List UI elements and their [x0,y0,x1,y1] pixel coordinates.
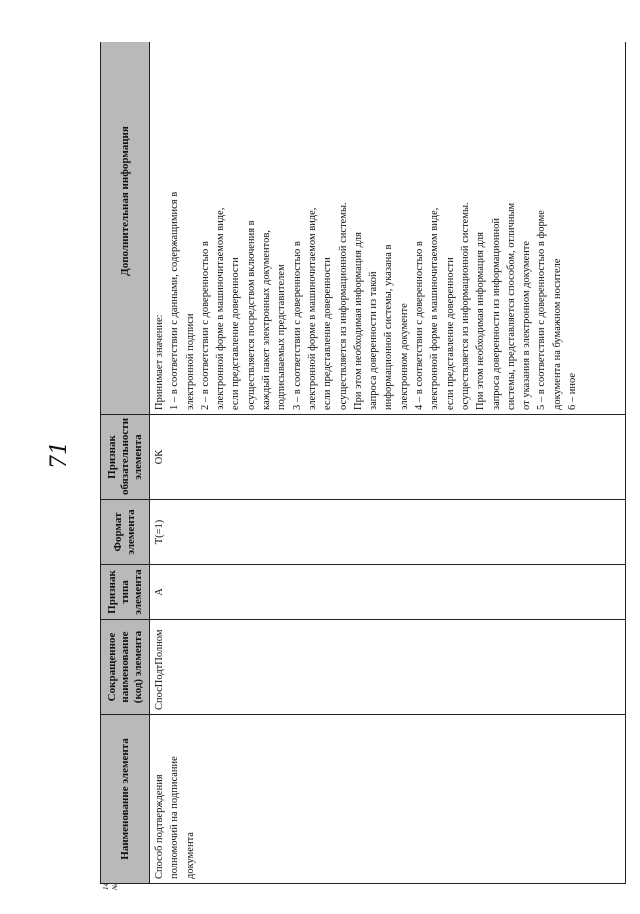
info-line: 2 – в соответствии с доверенностью в [199,241,211,410]
info-line: осуществляется посредством включения в [245,220,257,410]
table-viewport [100,42,626,884]
info-line: электронном документе [398,303,410,410]
header-element-name: Наименование элемента [101,715,150,884]
info-line: осуществляется из информационной системы. [459,202,471,410]
info-line: 4 – в соответствии с доверенностью в [414,241,426,410]
info-line: При этом необходимая информация для [475,232,487,410]
info-line: если представление доверенности [230,257,242,410]
table-row [150,42,626,884]
info-line: подписываемых представителем [276,264,288,410]
info-line: системы, представляется способом, отличным [505,202,517,410]
info-line: осуществляется из информационной системы. [337,202,349,410]
info-line: информационной системы, указана в [383,244,395,410]
info-line: Принимает значение: [154,314,165,410]
cell-element-required: ОК [150,415,626,500]
header-element-required: Признак обязательности элемента [101,415,150,500]
info-line: 1 – в соответствии с данными, содержащимися в [169,191,181,410]
info-line: электронной подписи [184,313,196,410]
info-line: 6 – иное [567,372,579,410]
cell-additional-info [150,42,626,415]
info-line: если представление доверенности [444,257,456,410]
info-line: электронной форме в машиночитаемом виде, [306,207,318,410]
rotated-page [100,42,626,884]
info-line: каждый пакет электронных документов, [261,230,273,410]
info-line: от указания в электронном документе [521,240,533,410]
info-line: запроса доверенности из такой [368,271,380,410]
info-line: электронной форме в машиночитаемом виде, [429,207,441,410]
info-line: 5 – в соответствии с доверенностью в форме [536,210,548,410]
header-additional-info: Дополнительная информация [101,42,150,415]
info-line: документа на бумажном носителе [551,258,563,410]
info-line: электронной форме в машиночитаемом виде, [215,207,227,410]
header-element-type: Признак типа элемента [101,565,150,620]
header-element-code: Сокращенное наименование (код) элемента [101,620,150,715]
cell-element-code: СпосПодтПолном [150,620,626,715]
info-line: 3 – в соответствии с доверенностью в [291,241,303,410]
cell-element-format: T(=1) [150,500,626,565]
info-line: При этом необходимая информация для [352,232,364,410]
cell-element-name: Способ подтверждения полномочий на подписание документа [150,715,626,884]
header-row [101,42,150,884]
info-line: запроса доверенности из информационной [490,217,502,410]
header-element-format: Формат элемента [101,500,150,565]
page-number: 71 [46,441,72,469]
element-table [100,42,626,884]
info-line: если представление доверенности [322,257,334,410]
cell-element-type: А [150,565,626,620]
